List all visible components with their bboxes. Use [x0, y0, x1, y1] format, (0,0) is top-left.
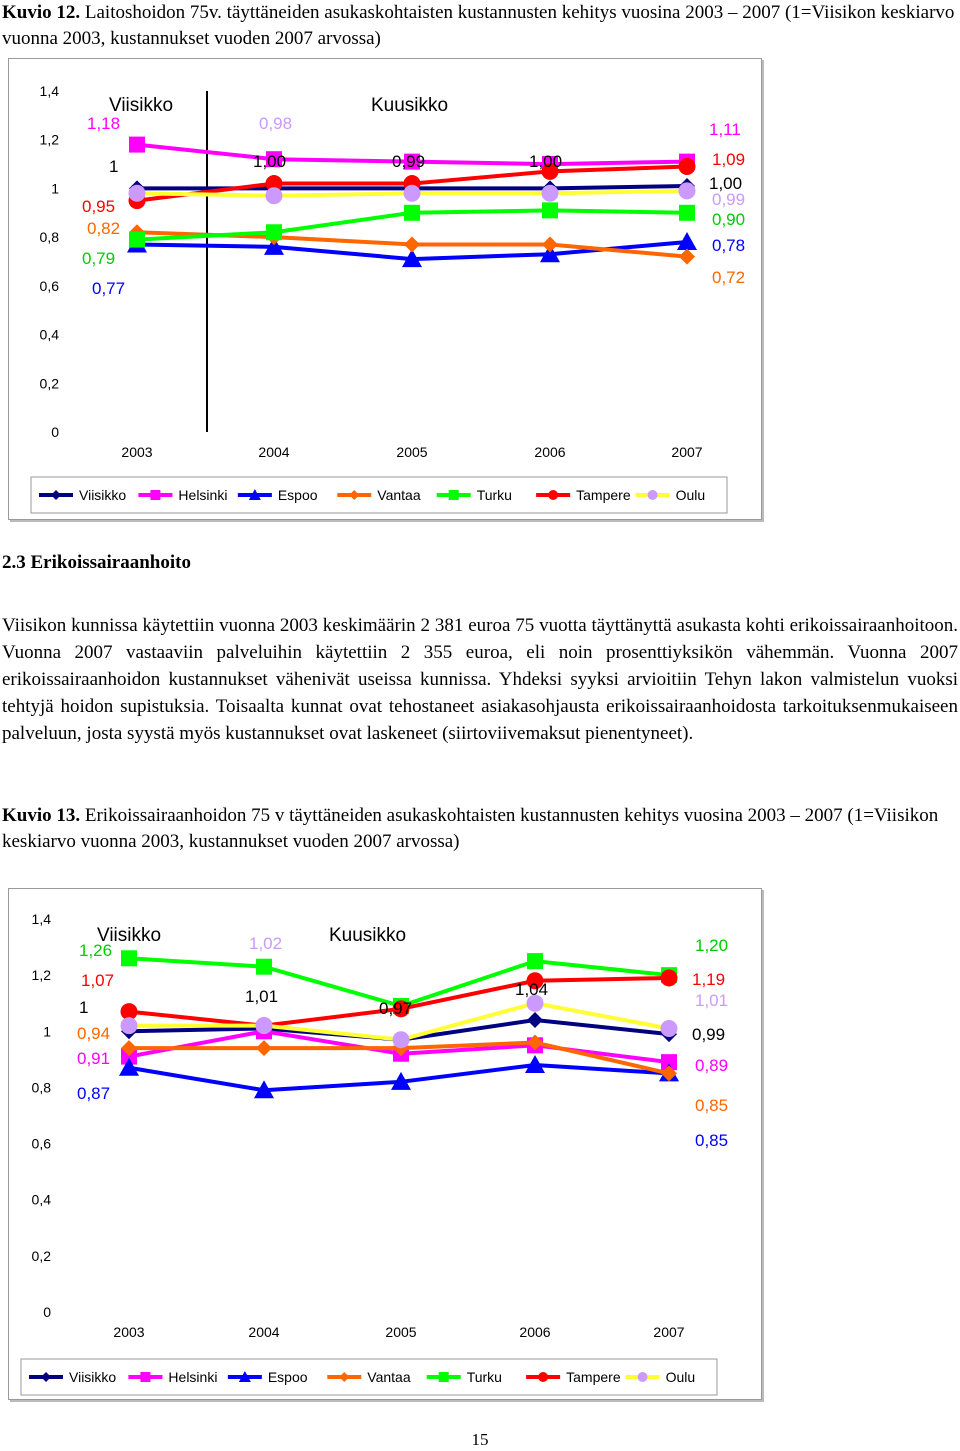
x-tick-label: 2006 [534, 444, 566, 460]
marker-turku-3 [527, 953, 543, 969]
marker-tampere-4 [679, 158, 696, 175]
figure-caption-12 [2, 0, 958, 52]
data-label: 1,20 [695, 936, 729, 955]
chart-13-svg [9, 889, 761, 1399]
marker-oulu-0 [129, 185, 146, 202]
x-tick-label: 2003 [113, 1324, 145, 1340]
data-label: 1,01 [695, 991, 729, 1010]
marker-vantaa-3 [542, 236, 558, 252]
marker-turku-0 [129, 232, 145, 248]
data-label: 0,97 [379, 999, 413, 1018]
data-label: 1,18 [87, 114, 121, 133]
data-label: 0,95 [82, 197, 116, 216]
data-label: 1 [79, 998, 89, 1017]
legend-label-turku: Turku [476, 487, 512, 503]
chart-12-svg [9, 59, 761, 519]
legend-marker-turku [449, 490, 459, 500]
body-paragraph: Viisikon kunnissa käytettiin vuonna 2003 keskimäärin 2 381 euroa 75 vuotta täyttänyttä asukasta kohti erikoissairaanhoitoon. Vuonna 2007 vastaaviin palveluihin käytettiin 2 355 euroa, eli noin prosenttiyksikön vähemmän. Vuonna 2007 erikoissairaanhoidon kustannukset vähenivät useissa kunnissa. Yhdeksi syyksi arvioitiin Tehyn lakon valmistelun vuoksi tehtyjä hoidon supistuksia. Toisaalta kunnat ovat tehostaneet asiakasohjausta erikoissairaanhoidosta tarkoituksenmukaiseen palveluun, josta syystä myös kustannukset ovat laskeneet (siirtoviivemaksut pienentyneet). [2, 615, 958, 744]
x-tick-label: 2005 [396, 444, 428, 460]
y-tick-label: 0,2 [31, 1247, 51, 1264]
data-label: 0,85 [695, 1096, 729, 1115]
figure-caption-12-text: Laitoshoidon 75v. täyttäneiden asukaskohtaisten kustannusten kehitys vuosina 2003 – 2007 (1=Viisikon keskiarvo vuonna 2003, kustannukset vuoden 2007 arvossa) [2, 2, 955, 49]
legend-label-viisikko: Viisikko [79, 487, 127, 503]
marker-oulu-4 [679, 182, 696, 199]
marker-oulu-3 [542, 185, 559, 202]
legend-label-helsinki: Helsinki [178, 487, 228, 503]
data-label: 0,79 [82, 249, 116, 268]
marker-turku-4 [679, 205, 695, 221]
legend-label-vantaa: Vantaa [377, 487, 421, 503]
section-heading: 2.3 Erikoissairaanhoito [2, 552, 191, 573]
data-label: 0,78 [712, 236, 746, 255]
legend-marker-shape [449, 490, 459, 500]
data-label: 1,19 [692, 970, 726, 989]
legend-label-viisikko: Viisikko [69, 1369, 117, 1385]
marker-helsinki-0 [129, 137, 145, 153]
data-label: 0,77 [92, 279, 126, 298]
legend-marker-shape [548, 490, 558, 500]
figure-caption-13 [2, 803, 958, 855]
marker-vantaa-4 [679, 249, 695, 265]
x-tick-label: 2007 [653, 1324, 685, 1340]
data-label: 1,11 [709, 120, 741, 139]
marker-turku-0 [121, 950, 137, 966]
legend-marker-oulu [648, 490, 658, 500]
marker-viisikko-3 [527, 1012, 543, 1028]
y-tick-label: 0 [43, 1304, 51, 1320]
x-tick-label: 2004 [248, 1324, 280, 1340]
data-label: 1,00 [253, 152, 287, 171]
data-label: 0,99 [712, 190, 746, 209]
y-tick-label: 1,4 [31, 911, 51, 927]
legend-label-vantaa: Vantaa [367, 1369, 411, 1385]
legend-marker-tampere [538, 1372, 548, 1382]
legend-label-oulu: Oulu [665, 1369, 696, 1385]
data-label: 0,94 [77, 1024, 111, 1043]
y-tick-label: 1,2 [31, 967, 51, 984]
marker-turku-2 [404, 205, 420, 221]
data-label: 1,00 [529, 152, 563, 171]
marker-oulu-4 [661, 1020, 678, 1037]
data-label: 0,89 [695, 1056, 729, 1075]
group-label: Kuusikko [371, 95, 449, 116]
page-number: 15 [471, 1430, 489, 1449]
x-tick-label: 2006 [519, 1324, 551, 1340]
legend-label-turku: Turku [466, 1369, 502, 1385]
y-tick-label: 1,2 [39, 131, 59, 148]
legend-label-espoo: Espoo [277, 487, 318, 503]
marker-oulu-2 [404, 185, 421, 202]
data-label: 1,04 [515, 980, 549, 999]
y-tick-label: 0,6 [39, 277, 59, 294]
legend-marker-helsinki [150, 490, 160, 500]
legend-marker-turku [439, 1372, 449, 1382]
legend-marker-shape [538, 1372, 548, 1382]
marker-tampere-4 [661, 969, 678, 986]
marker-oulu-1 [256, 1017, 273, 1034]
y-tick-label: 0,4 [39, 326, 59, 343]
data-label: 1,07 [81, 971, 115, 990]
group-label: Kuusikko [329, 925, 407, 946]
y-tick-label: 0 [51, 424, 59, 440]
marker-oulu-2 [393, 1031, 410, 1048]
y-tick-label: 0,6 [31, 1135, 51, 1152]
legend-marker-helsinki [140, 1372, 150, 1382]
data-label: 1,02 [249, 934, 283, 953]
legend-marker-oulu [638, 1372, 648, 1382]
x-tick-label: 2007 [671, 444, 703, 460]
data-label: 0,99 [392, 152, 426, 171]
x-tick-label: 2005 [385, 1324, 417, 1340]
y-tick-label: 0,8 [31, 1079, 51, 1096]
marker-vantaa-2 [404, 236, 420, 252]
legend-label-espoo: Espoo [267, 1369, 308, 1385]
data-label: 0,90 [712, 210, 746, 229]
marker-turku-3 [542, 202, 558, 218]
legend-label-tampere: Tampere [576, 487, 631, 503]
legend-label-oulu: Oulu [675, 487, 706, 503]
data-label: 0,91 [77, 1049, 111, 1068]
figure-caption-13-label: Kuvio 13. [2, 805, 81, 826]
legend-marker-shape [638, 1372, 648, 1382]
x-tick-label: 2003 [121, 444, 153, 460]
data-label: 0,82 [87, 219, 121, 238]
data-label: 0,85 [695, 1131, 729, 1150]
data-label: 0,99 [692, 1025, 726, 1044]
legend-marker-shape [150, 490, 160, 500]
marker-oulu-0 [121, 1017, 138, 1034]
legend-marker-tampere [548, 490, 558, 500]
data-label: 1,01 [245, 987, 279, 1006]
chart-13 [8, 888, 762, 1400]
data-label: 1,09 [712, 150, 746, 169]
chart-12 [8, 58, 762, 520]
data-label: 0,98 [259, 114, 293, 133]
data-label: 0,72 [712, 268, 746, 287]
figure-caption-12-label: Kuvio 12. [2, 2, 81, 23]
y-tick-label: 0,4 [31, 1191, 51, 1208]
x-tick-label: 2004 [258, 444, 290, 460]
marker-turku-1 [266, 224, 282, 240]
data-label: 1,00 [709, 174, 743, 193]
group-label: Viisikko [109, 95, 174, 116]
marker-turku-1 [256, 959, 272, 975]
marker-vantaa-1 [256, 1040, 272, 1056]
data-label: 1,26 [79, 941, 113, 960]
y-tick-label: 1 [43, 1023, 51, 1040]
legend-marker-shape [439, 1372, 449, 1382]
data-label: 0,87 [77, 1084, 111, 1103]
legend-marker-shape [140, 1372, 150, 1382]
figure-caption-13-text: Erikoissairaanhoidon 75 v täyttäneiden asukaskohtaisten kustannusten kehitys vuosina 2003 – 2007 (1=Viisikon keskiarvo vuonna 2003, kustannukset vuoden 2007 arvossa) [2, 805, 939, 852]
y-tick-label: 0,2 [39, 375, 59, 392]
group-label: Viisikko [97, 925, 162, 946]
legend-label-helsinki: Helsinki [168, 1369, 218, 1385]
y-tick-label: 1 [51, 180, 59, 197]
marker-oulu-1 [266, 187, 283, 204]
y-tick-label: 1,4 [39, 83, 59, 99]
legend-marker-shape [648, 490, 658, 500]
y-tick-label: 0,8 [39, 229, 59, 246]
legend-label-tampere: Tampere [566, 1369, 621, 1385]
data-label: 1 [109, 157, 119, 176]
